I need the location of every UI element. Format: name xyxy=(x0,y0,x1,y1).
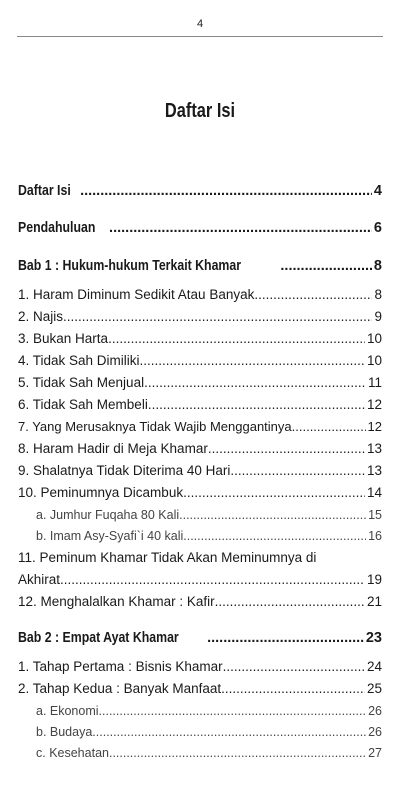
toc-entry-label: b. Budaya xyxy=(36,725,93,739)
toc-entry[interactable] xyxy=(18,375,382,390)
toc-entry-page: 8 xyxy=(374,287,382,302)
toc-entry[interactable] xyxy=(18,463,382,478)
toc-entry-label: 3. Bukan Harta xyxy=(18,331,109,346)
toc-entry-daftar-isi[interactable] xyxy=(18,183,382,199)
toc-entry-page: 4 xyxy=(373,183,382,199)
toc-entry-first-line[interactable]: 11. Peminum Khamar Tidak Akan Meminumnya di xyxy=(18,550,317,565)
toc-entry-page: 26 xyxy=(368,704,382,718)
leader-dots xyxy=(280,258,372,274)
leader-dots xyxy=(254,287,372,302)
toc-entry[interactable] xyxy=(18,287,382,302)
toc-subentry[interactable] xyxy=(36,704,382,718)
leader-dots xyxy=(92,725,366,739)
toc-entry-label: a. Ekonomi xyxy=(36,704,99,718)
toc-entry-page: 13 xyxy=(366,441,382,456)
toc-entry-label: Bab 1 : Hukum-hukum Terkait Khamar xyxy=(18,258,242,274)
toc-entry-bab-2[interactable] xyxy=(18,630,382,646)
toc-entry-label: 6. Tidak Sah Membeli xyxy=(18,397,148,412)
toc-subentry[interactable] xyxy=(36,725,382,739)
page-title: Daftar Isi xyxy=(164,100,236,122)
leader-dots xyxy=(179,508,366,522)
leader-dots xyxy=(215,594,365,609)
toc-entry-label: 2. Tahap Kedua : Banyak Manfaat xyxy=(18,681,222,696)
toc-entry-page: 26 xyxy=(368,725,382,739)
leader-dots xyxy=(144,375,366,390)
leader-dots xyxy=(140,353,365,368)
toc-entry-page: 13 xyxy=(366,463,382,478)
toc-entry-label: 9. Shalatnya Tidak Diterima 40 Hari xyxy=(18,463,231,478)
toc-entry-label: 8. Haram Hadir di Meja Khamar xyxy=(18,441,208,456)
toc-entry-label: 1. Tahap Pertama : Bisnis Khamar xyxy=(18,659,223,674)
toc-entry-page: 10 xyxy=(366,353,382,368)
leader-dots xyxy=(221,681,365,696)
leader-dots xyxy=(63,309,372,324)
leader-dots xyxy=(292,419,366,434)
leader-dots xyxy=(108,331,365,346)
toc-entry-page: 14 xyxy=(366,485,382,500)
leader-dots xyxy=(148,397,365,412)
toc-entry-page: 27 xyxy=(368,746,382,760)
toc-entry-page: 19 xyxy=(366,572,382,587)
toc-entry[interactable] xyxy=(18,309,382,324)
toc-entry-label: 12. Menghalalkan Khamar : Kafir xyxy=(18,594,215,609)
toc-entry[interactable] xyxy=(18,353,382,368)
toc-entry-label: 7. Yang Merusaknya Tidak Wajib Menggantinya xyxy=(18,419,292,434)
toc-entry-label: Pendahuluan xyxy=(18,220,96,236)
toc-entry-pendahuluan[interactable] xyxy=(18,220,382,236)
toc-entry-label: 1. Haram Diminum Sedikit Atau Banyak xyxy=(18,287,255,302)
toc-entry-label: b. Imam Asy-Syafi`i 40 kali xyxy=(36,529,184,543)
toc-entry-page: 16 xyxy=(368,529,382,543)
toc-entry-page: 6 xyxy=(373,220,382,236)
toc-entry[interactable] xyxy=(18,485,382,500)
toc-entry-page: 25 xyxy=(366,681,382,696)
toc-entry-page: 9 xyxy=(374,309,382,324)
toc-entry-label: 2. Najis xyxy=(18,309,64,324)
toc-entry[interactable] xyxy=(18,681,382,696)
toc-subentry[interactable] xyxy=(36,746,382,760)
toc-entry-label: 10. Peminumnya Dicambuk xyxy=(18,485,184,500)
toc-entry-label: 4. Tidak Sah Dimiliki xyxy=(18,353,140,368)
page-number: 4 xyxy=(196,18,204,30)
leader-dots xyxy=(230,463,365,478)
toc-entry-label: Akhirat xyxy=(18,572,61,587)
leader-dots xyxy=(109,746,366,760)
leader-dots xyxy=(183,529,366,543)
leader-dots xyxy=(80,183,372,199)
toc-entry[interactable] xyxy=(18,331,382,346)
toc-entry-page: 8 xyxy=(373,258,382,274)
toc-entry-label: a. Jumhur Fuqaha 80 Kali xyxy=(36,508,180,522)
leader-dots xyxy=(60,572,365,587)
toc-entry[interactable] xyxy=(18,659,382,674)
leader-dots xyxy=(109,220,372,236)
toc-entry[interactable] xyxy=(18,572,382,587)
toc-entry-page: 10 xyxy=(366,331,382,346)
leader-dots xyxy=(208,441,365,456)
toc-entry[interactable] xyxy=(18,419,382,434)
toc-entry[interactable] xyxy=(18,441,382,456)
toc-subentry[interactable] xyxy=(36,508,382,522)
toc-subentry[interactable] xyxy=(36,529,382,543)
toc-entry-label: Daftar Isi xyxy=(18,183,71,199)
leader-dots xyxy=(183,485,365,500)
toc-entry-page: 12 xyxy=(367,419,382,434)
toc-entry-bab-1[interactable] xyxy=(18,258,382,274)
toc-entry-page: 23 xyxy=(365,630,382,646)
toc-entry-page: 12 xyxy=(366,397,382,412)
leader-dots xyxy=(207,630,364,646)
toc-entry-label: Bab 2 : Empat Ayat Khamar xyxy=(18,630,179,646)
toc-entry-page: 11 xyxy=(367,375,382,390)
header-rule xyxy=(17,36,383,37)
toc-entry-label: 5. Tidak Sah Menjual xyxy=(18,375,145,390)
leader-dots xyxy=(99,704,367,718)
leader-dots xyxy=(223,659,365,674)
toc-entry-label: c. Kesehatan xyxy=(36,746,109,760)
toc-entry-page: 24 xyxy=(366,659,382,674)
toc-entry-page: 15 xyxy=(368,508,382,522)
toc-entry[interactable] xyxy=(18,397,382,412)
toc-entry[interactable] xyxy=(18,594,382,609)
toc-entry-page: 21 xyxy=(366,594,382,609)
